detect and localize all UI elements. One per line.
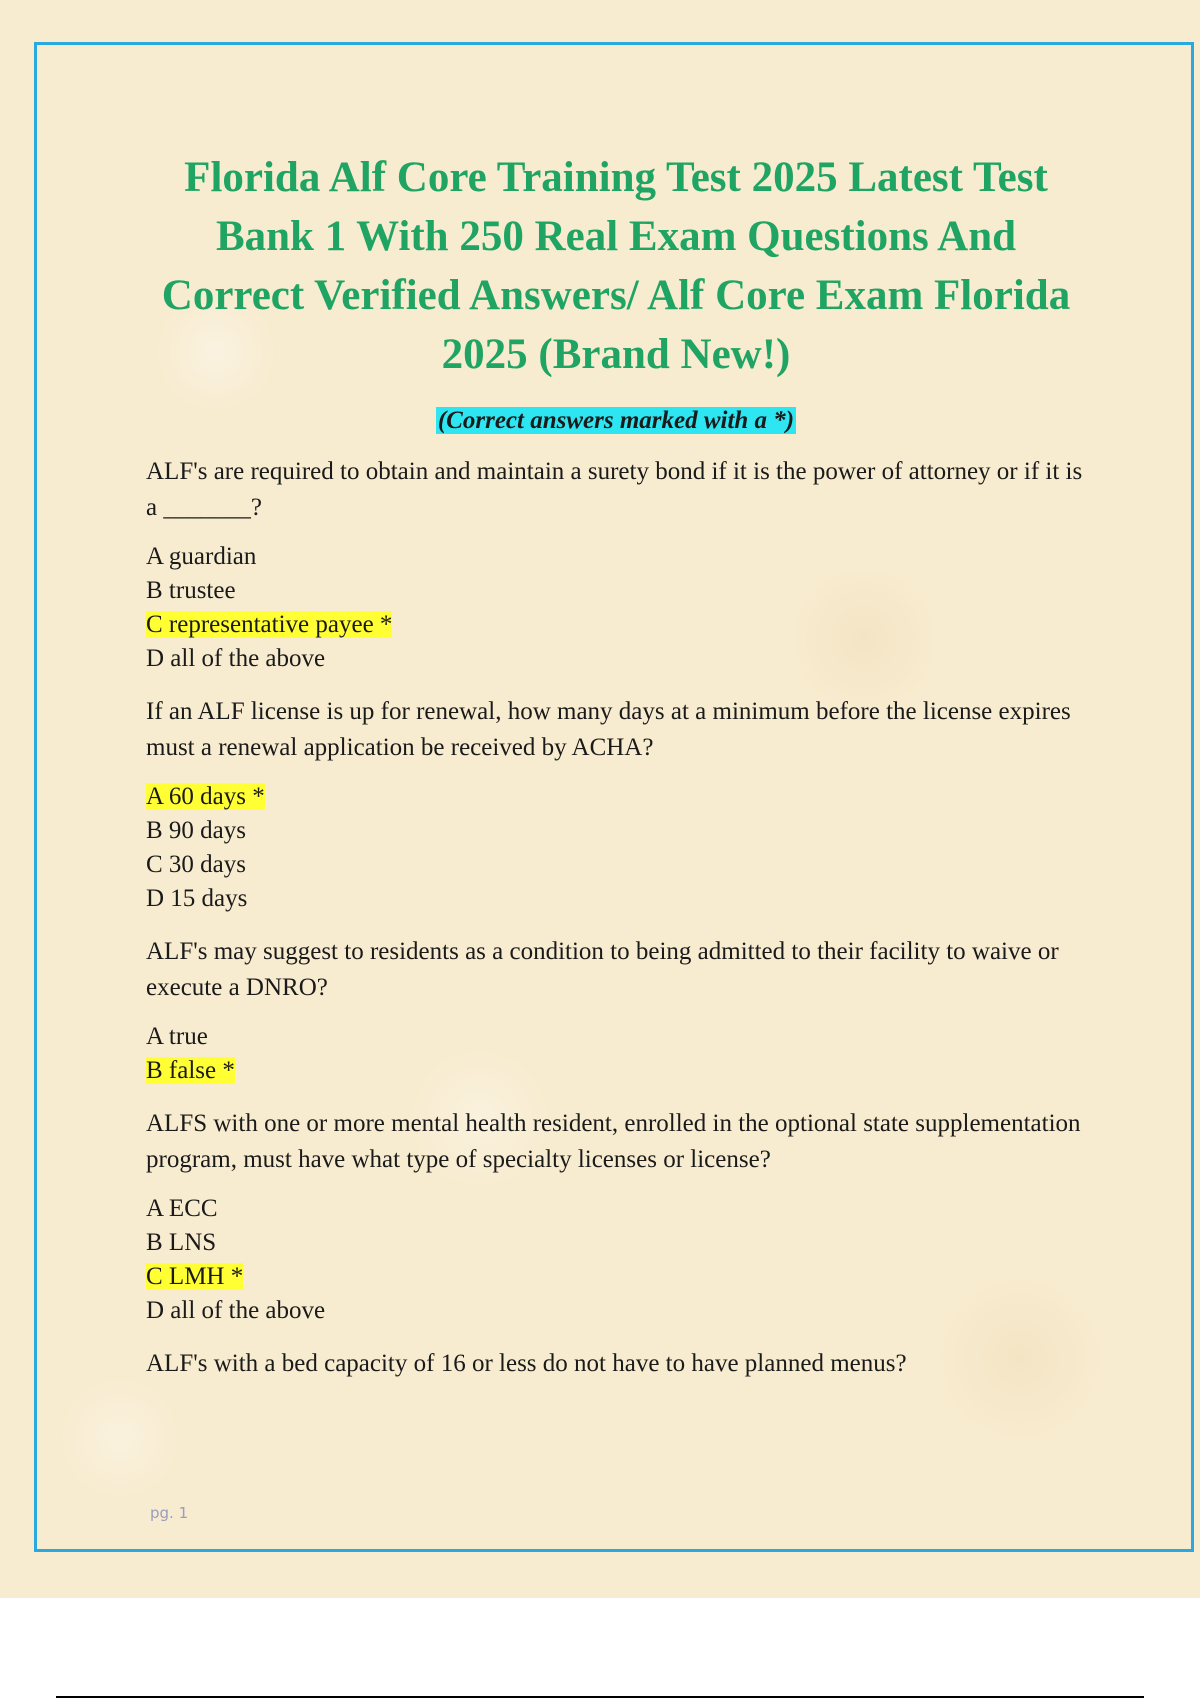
answer-option-text: B trustee (146, 577, 236, 604)
answer-option-correct (146, 780, 1086, 814)
answer-option-text: B false * (146, 1057, 235, 1084)
question-text: ALF's are required to obtain and maintain a surety bond if it is the power of attorney or if it is a _______? (146, 458, 1083, 521)
question-text: ALFS with one or more mental health resident, enrolled in the optional state supplementation program, must have what type of specialty licenses or license? (146, 1110, 1081, 1173)
answer-options (146, 540, 1086, 676)
question-text: ALF's with a bed capacity of 16 or less do not have to have planned menus? (146, 1350, 907, 1377)
answer-option (146, 1192, 1086, 1226)
question-block (146, 934, 1086, 1088)
question-block (146, 1106, 1086, 1328)
answer-option-text: B LNS (146, 1229, 217, 1256)
subtitle-container (146, 406, 1086, 436)
bottom-divider (56, 1696, 1144, 1698)
answer-option (146, 848, 1086, 882)
question-text: ALF's may suggest to residents as a condition to being admitted to their facility to waive or execute a DNRO? (146, 938, 1059, 1001)
answer-option-text: D 15 days (146, 885, 248, 912)
answer-option (146, 540, 1086, 574)
answer-option-text: A guardian (146, 543, 257, 570)
answer-option (146, 814, 1086, 848)
answer-option-text: A true (146, 1023, 208, 1050)
answer-option-text: D all of the above (146, 645, 326, 672)
answer-option-text: A ECC (146, 1195, 218, 1222)
document-title: Florida Alf Core Training Test 2025 Latest Test Bank 1 With 250 Real Exam Questions And Correct Verified Answers/ Alf Core Exam Florida 2025 (Brand New!) (161, 154, 1071, 378)
answer-options (146, 1020, 1086, 1088)
page-content (146, 148, 1086, 1396)
answer-options (146, 1192, 1086, 1328)
question-text: If an ALF license is up for renewal, how many days at a minimum before the license expires must a renewal application be received by ACHA? (146, 698, 1071, 761)
answer-option-text: B 90 days (146, 817, 246, 844)
page-number: pg. 1 (150, 1504, 189, 1522)
answer-option (146, 882, 1086, 916)
answer-option-text: C LMH * (146, 1263, 244, 1290)
answer-option (146, 1226, 1086, 1260)
answer-option-text: C representative payee * (146, 611, 393, 638)
question-block (146, 454, 1086, 676)
answer-option-text: A 60 days * (146, 783, 265, 810)
answer-option-correct (146, 608, 1086, 642)
answer-option (146, 642, 1086, 676)
question-block (146, 694, 1086, 916)
answer-option (146, 1294, 1086, 1328)
answer-key-note: (Correct answers marked with a *) (437, 407, 795, 434)
question-block (146, 1346, 1086, 1382)
answer-option-text: D all of the above (146, 1297, 326, 1324)
answer-option-text: C 30 days (146, 851, 246, 878)
question-list (146, 454, 1086, 1382)
answer-option-correct (146, 1260, 1086, 1294)
answer-options (146, 780, 1086, 916)
answer-option-correct (146, 1054, 1086, 1088)
answer-option (146, 1020, 1086, 1054)
answer-option (146, 574, 1086, 608)
